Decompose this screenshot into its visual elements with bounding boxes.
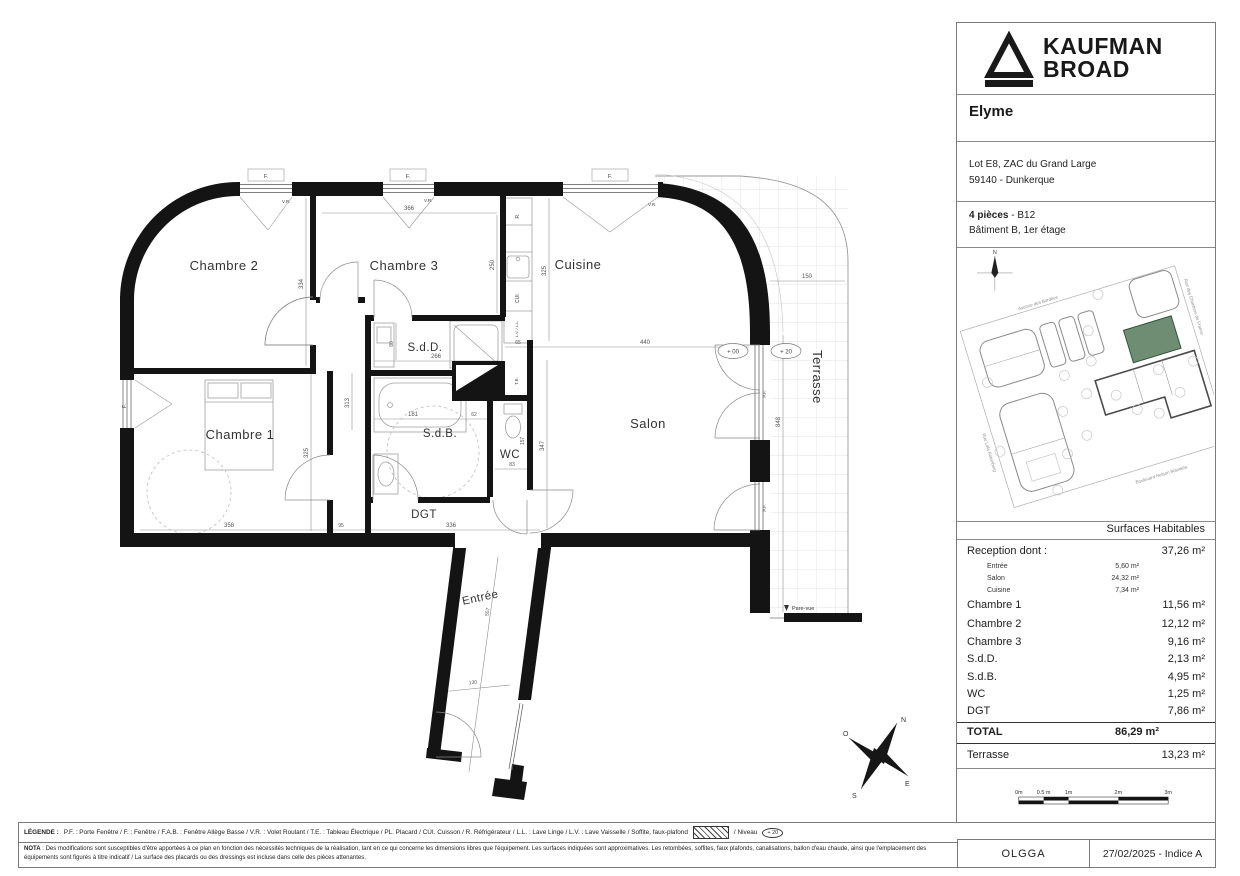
dishwasher-label: L.V. / L.L.	[514, 320, 519, 338]
unit-ref: - B12	[1008, 210, 1036, 221]
terrace-row	[967, 749, 1205, 761]
wall-openings	[119, 181, 771, 548]
dim-label: 325	[304, 447, 310, 459]
dim-label: 366	[403, 206, 415, 212]
author-cell: OLGGA	[957, 839, 1090, 868]
total-label: TOTAL	[967, 726, 1003, 738]
total-row	[967, 726, 1205, 738]
compass-e-label: E	[905, 781, 910, 788]
scale-label: 2m	[1114, 790, 1123, 797]
table-row	[967, 688, 1205, 700]
nota-text: : Des modifications sont susceptibles d'être apportées à ce plan en fonction des nécessités techniques de la réalisation, tant en ce qui concerne les dimensions libres que l'équipement. Les surfaces indiquées sont approximatives. Les retombées, soffites, faux plafonds, canalisations, ballon d'eau chaude, ainsi que l'emplacement des équipements sont figurés à titre indicatif / La surface des placards ou des dressings est incluse dans celle des pièces attenantes.	[24, 846, 927, 861]
row-label: Cuisine	[987, 587, 1011, 594]
soffit-hatch-icon	[693, 826, 729, 839]
window-icon: F.	[122, 404, 128, 408]
project-name: Elyme	[969, 103, 1014, 120]
project-address	[969, 157, 1096, 188]
interior-walls	[134, 196, 533, 533]
shutter-swings	[135, 197, 658, 428]
address-line2: 59140 - Dunkerque	[969, 174, 1055, 186]
street-top-label: Avenue des Bordées	[1017, 294, 1059, 312]
row-value: 7,34 m²	[1115, 587, 1139, 594]
dim-label: 266	[430, 354, 442, 360]
row-value: 1,25 m²	[1167, 688, 1205, 700]
row-label: Entrée	[987, 563, 1008, 570]
door-window-label: P.F.	[762, 504, 767, 512]
brand-line2: BROAD	[1043, 55, 1130, 82]
dim-label: 848	[776, 416, 782, 428]
terrace-value: 13,23 m²	[1161, 749, 1205, 761]
room-label-cuisine: Cuisine	[554, 257, 602, 272]
unit-type: 4 pièces	[969, 210, 1009, 221]
window-tags	[248, 169, 628, 181]
row-value: 7,86 m²	[1167, 705, 1205, 717]
scale-label: 1m	[1064, 790, 1073, 797]
dim-label: 325	[542, 265, 548, 277]
shutter-label: V.R.	[648, 202, 657, 207]
level-0-label: + 00	[727, 349, 739, 356]
room-label-entree: Entrée	[461, 588, 500, 608]
legend-title: LÉGENDE :	[24, 829, 59, 836]
dim-label: 130	[468, 679, 478, 687]
terrace-label: Terrasse	[967, 749, 1010, 761]
door-window-label: P.F.	[762, 390, 767, 398]
dim-label: 358	[223, 523, 235, 529]
scale-label: 0m	[1014, 790, 1023, 797]
room-label-chambre2: Chambre 2	[189, 258, 259, 273]
cooktop-label: CUI.	[515, 293, 521, 303]
kaufman-broad-logo-icon	[983, 31, 1035, 89]
dim-label: 181	[407, 412, 419, 418]
row-label: S.d.D.	[967, 653, 998, 665]
row-label: WC	[967, 688, 986, 700]
dim-label: 95	[338, 523, 344, 529]
dim-label: 440	[639, 340, 651, 346]
compass-s-label: S	[852, 793, 857, 800]
dim-label: 334	[299, 278, 305, 290]
row-value: 9,16 m²	[1167, 636, 1205, 648]
footer-empty-cell	[957, 822, 1216, 840]
surfaces-title-row	[967, 523, 1205, 535]
row-value: 2,13 m²	[1167, 653, 1205, 665]
total-value: 86,29 m²	[1114, 726, 1159, 738]
table-row	[967, 587, 1205, 594]
electric-panel-label: T.E.	[514, 377, 519, 385]
shutter-label: V.R.	[282, 199, 291, 204]
table-row	[967, 705, 1205, 717]
window-icon: F.	[405, 174, 411, 180]
level-20-label: + 20	[780, 349, 792, 356]
dim-label: 157	[520, 436, 526, 446]
street-left-label: Rue Lola Rotenberg	[981, 432, 998, 473]
room-label-sdb: S.d.B.	[422, 428, 458, 440]
window-icon: F.	[263, 174, 269, 180]
dim-label: 65	[515, 340, 521, 346]
site-compass-icon	[977, 250, 1013, 291]
row-label: DGT	[967, 705, 991, 717]
exterior-walls	[120, 182, 770, 800]
row-value: 24,32 m²	[1111, 575, 1139, 582]
room-labels	[190, 257, 825, 608]
plan-annotations	[122, 174, 767, 512]
row-label: Chambre 2	[967, 618, 1022, 630]
row-label: Chambre 3	[967, 636, 1022, 648]
row-label: Reception dont :	[967, 545, 1048, 557]
dim-label: 347	[540, 440, 546, 452]
table-row	[967, 575, 1205, 582]
legend-items: P.F. : Porte Fenêtre / F. : Fenêtre / F.A.B. : Fenêtre Allège Basse / V.R. : Volet Roulant / T.E. : Tableau Électrique / PL. Placard / CUI. Cuisson / R. Réfrigérateur / L.L. : Lave Linge / L.V. : Lave Vaisselle / Soffite, faux-plafond	[63, 829, 688, 836]
dim-label: 250	[490, 259, 496, 271]
table-row	[967, 653, 1205, 665]
dim-label: 313	[345, 397, 351, 409]
room-label-wc: WC	[499, 449, 521, 461]
room-label-sdd: S.d.D.	[407, 342, 443, 354]
row-label: S.d.B.	[967, 671, 997, 683]
dim-label: 336	[445, 523, 457, 529]
legend-niveau: / Niveau	[733, 829, 758, 836]
scale-bar	[957, 785, 1214, 815]
table-row	[967, 671, 1205, 683]
title-block	[956, 22, 1216, 842]
row-label: Salon	[987, 575, 1005, 582]
table-row	[967, 563, 1205, 570]
dim-label: 150	[801, 274, 813, 280]
room-label-chambre3: Chambre 3	[369, 258, 439, 273]
row-value: 37,26 m²	[1161, 545, 1205, 557]
niveau-badge: + 20	[762, 828, 783, 838]
shutter-label: V.R.	[424, 198, 433, 203]
address-line1: Lot E8, ZAC du Grand Large	[969, 159, 1097, 170]
dim-label: 557	[484, 607, 492, 617]
window-icon: F.	[607, 174, 613, 180]
site-map	[957, 248, 1214, 520]
nota-disclaimer	[18, 842, 958, 868]
scale-label: 0.5 m	[1036, 790, 1051, 797]
door-swings	[265, 262, 760, 757]
room-label-salon: Salon	[630, 416, 666, 431]
street-right-label: Rue des Chantiers de France	[1182, 278, 1205, 336]
row-label: Chambre 1	[967, 599, 1022, 611]
unit-location: Bâtiment B, 1er étage	[969, 225, 1066, 236]
brand-line1: KAUFMAN	[1043, 33, 1163, 59]
room-label-chambre1: Chambre 1	[205, 427, 275, 442]
pare-vue-screen	[784, 613, 862, 622]
compass-o-label: O	[843, 731, 849, 738]
row-value: 11,56 m²	[1162, 599, 1205, 611]
street-bottom-label: Boulevard Nelson Mandela	[1134, 464, 1188, 485]
unit-info	[969, 208, 1066, 238]
table-row	[967, 636, 1205, 648]
site-compass-n: N	[992, 250, 997, 257]
legend-bar	[18, 822, 958, 843]
row-value: 5,60 m²	[1115, 563, 1139, 570]
room-label-dgt: DGT	[411, 509, 437, 521]
fridge-label: R.	[515, 213, 521, 219]
compass-rose	[843, 717, 910, 800]
pare-vue-label: Pare-vue	[792, 606, 815, 612]
dim-label: 83	[509, 462, 515, 468]
row-value: 12,12 m²	[1161, 618, 1205, 630]
table-row	[967, 599, 1205, 611]
row-value: 4,95 m²	[1167, 671, 1205, 683]
brand-name	[1043, 35, 1163, 80]
surfaces-title: Surfaces Habitables	[1106, 523, 1205, 535]
highlighted-building	[1124, 316, 1182, 363]
scale-label: 3m	[1164, 790, 1172, 797]
dim-label: 80	[389, 341, 395, 347]
dim-label: 62	[471, 412, 477, 418]
nota-title: NOTA	[24, 846, 41, 852]
room-label-terrasse: Terrasse	[810, 350, 825, 404]
date-indice-cell: 27/02/2025 - Indice A	[1089, 839, 1216, 868]
compass-n-label: N	[901, 717, 907, 724]
table-row	[967, 545, 1205, 557]
table-row	[967, 618, 1205, 630]
